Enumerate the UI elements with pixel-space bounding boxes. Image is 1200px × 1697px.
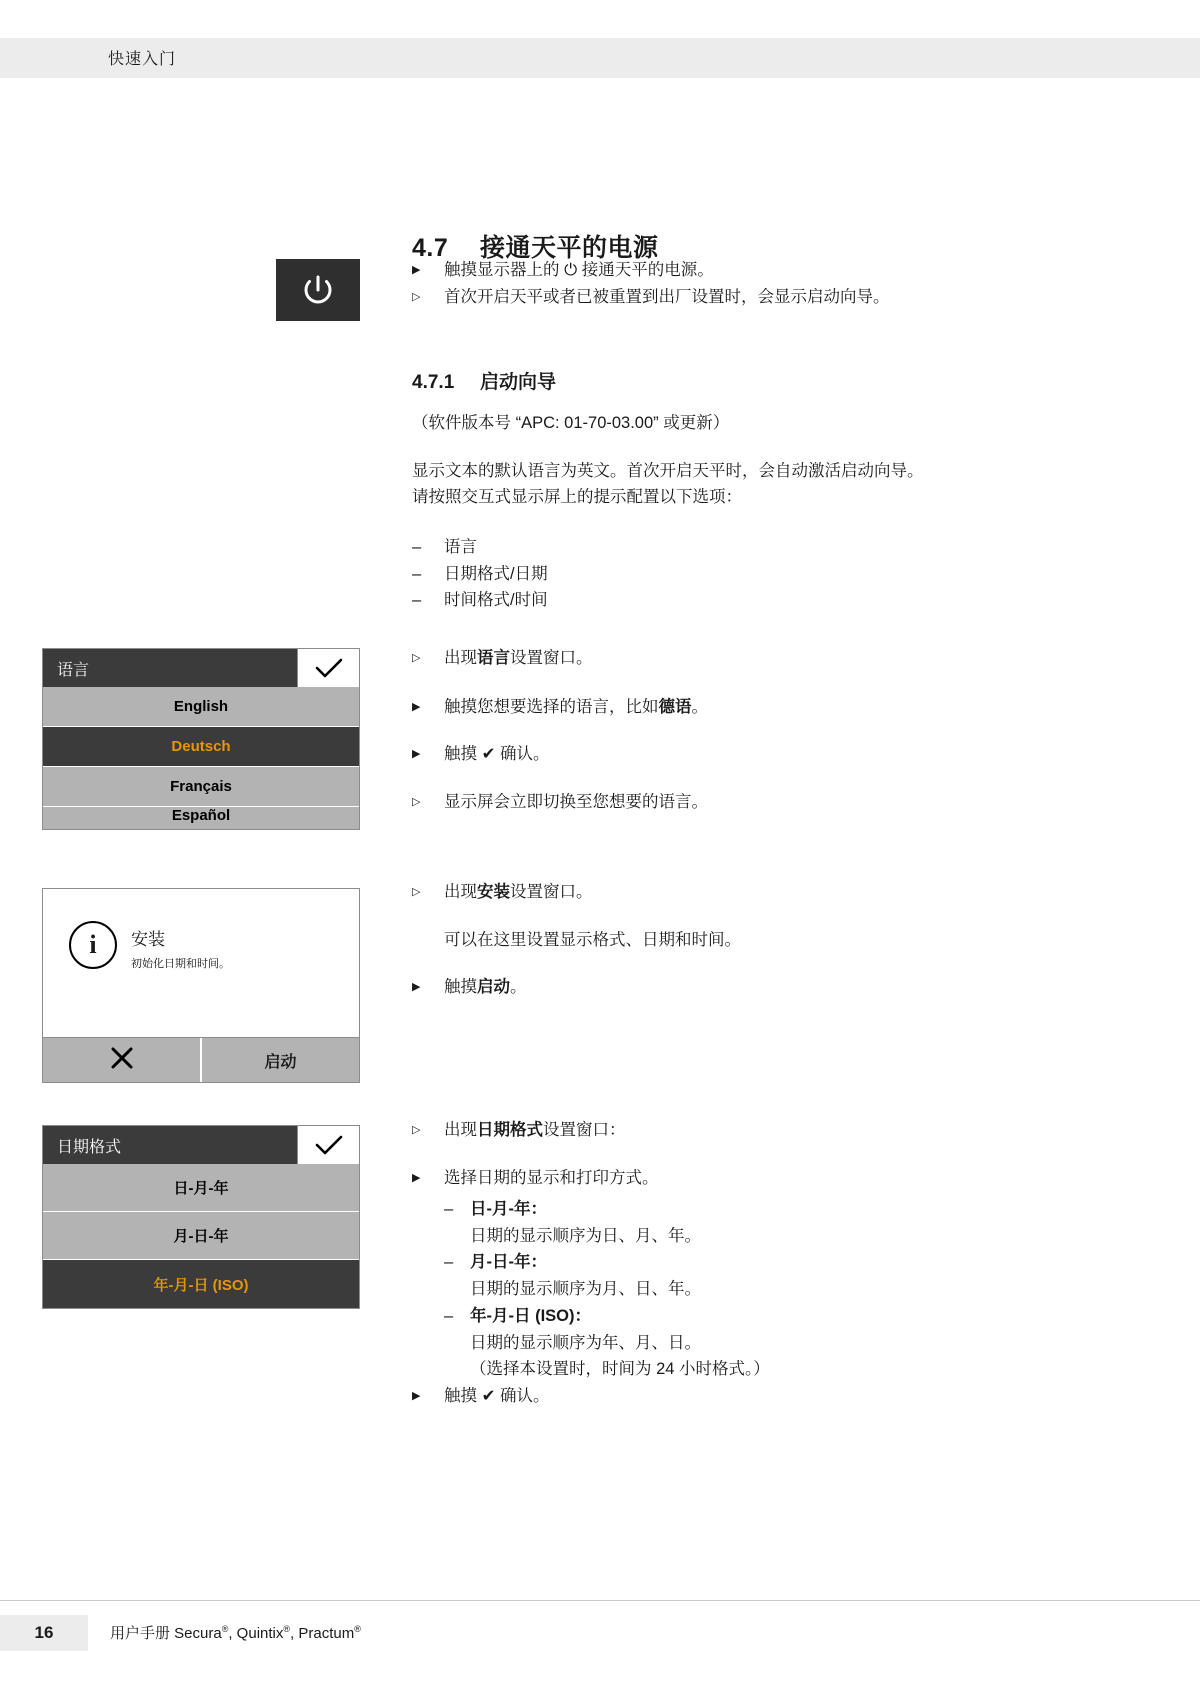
date-format-step-3 — [412, 1384, 1072, 1409]
footer-divider — [0, 1600, 1200, 1601]
bullet-marker-filled — [412, 742, 444, 764]
language-step-1-text: 出现语言设置窗口。 — [444, 649, 593, 667]
date-format-option-dmy[interactable]: 日-月-年 — [43, 1164, 359, 1212]
list-item — [444, 1303, 1084, 1383]
bullet-marker-hollow — [412, 790, 444, 812]
date-format-screen-titlebar — [43, 1126, 359, 1164]
section-bullet-2-text: 首次开启天平或者已被重置到出厂设置时，会显示启动向导。 — [444, 288, 890, 306]
date-format-option-desc: 日期的显示顺序为月、日、年。 — [470, 1280, 701, 1299]
date-format-option-label: 月-日-年： — [470, 1253, 547, 1272]
bullet-marker-hollow — [412, 285, 444, 307]
footer-sup-2: ® — [283, 1624, 291, 1634]
install-dialog-body — [43, 889, 359, 1037]
date-format-step-1 — [412, 1118, 1072, 1143]
bullet-marker-filled — [412, 258, 444, 280]
language-step-4 — [412, 790, 1072, 815]
bullet-marker-hollow — [412, 880, 444, 902]
language-step-3-text: 触摸 ✔ 确认。 — [444, 745, 550, 763]
language-screen-title: 语言 — [57, 661, 90, 679]
date-format-step-2 — [412, 1166, 1092, 1191]
version-note: （软件版本号 “APC: 01-70-03.00” 或更新） — [412, 414, 730, 432]
date-format-option-mdy[interactable]: 月-日-年 — [43, 1212, 359, 1260]
date-format-option-label: 年-月-日 (ISO)： — [470, 1306, 591, 1325]
dash-marker: – — [412, 564, 422, 583]
dash-marker: – — [412, 538, 422, 556]
option-label: 时间格式/时间 — [444, 591, 548, 610]
date-format-option-block — [470, 1249, 701, 1302]
bullet-marker-filled — [412, 695, 444, 717]
install-dialog-buttons — [43, 1037, 359, 1082]
info-icon: i — [69, 921, 117, 969]
page-number: 16 — [34, 1623, 54, 1642]
bullet-marker-filled — [412, 1384, 444, 1406]
subsection-title — [412, 367, 556, 394]
date-format-screen-title: 日期格式 — [57, 1138, 122, 1156]
date-format-option-block — [470, 1303, 770, 1383]
date-format-step-2-text: 选择日期的显示和打印方式。 — [444, 1169, 659, 1187]
subsection-title-text: 启动向导 — [480, 372, 557, 393]
check-icon[interactable] — [297, 649, 359, 687]
dash-marker: – — [412, 591, 422, 610]
bullet-marker-hollow — [412, 646, 444, 668]
option-label: 日期格式/日期 — [444, 564, 548, 583]
list-item — [444, 1196, 1084, 1249]
dash-marker: – — [444, 1306, 454, 1325]
date-format-settings-screen — [42, 1125, 360, 1309]
install-step-note — [412, 928, 1072, 953]
power-icon-box — [276, 259, 360, 321]
language-screen-titlebar — [43, 649, 359, 687]
install-step-note-text: 可以在这里设置显示格式、日期和时间。 — [444, 931, 741, 949]
list-item — [412, 561, 812, 588]
install-step-2 — [412, 975, 1072, 1000]
dash-marker: – — [444, 1200, 454, 1218]
option-label: 语言 — [444, 538, 477, 556]
section-bullet-1 — [412, 258, 1092, 283]
footer-sup-1: ® — [221, 1624, 229, 1634]
install-dialog-screen — [42, 888, 360, 1083]
bullet-marker-filled — [412, 1166, 444, 1188]
language-option-deutsch[interactable]: Deutsch — [43, 727, 359, 767]
list-item — [412, 587, 812, 614]
intro-line-2: 请按照交互式显示屏上的提示配置以下选项： — [412, 488, 742, 506]
bullet-marker-hollow — [412, 1118, 444, 1140]
list-item — [412, 534, 812, 561]
install-dialog-subtitle: 初始化日期和时间。 — [131, 958, 230, 970]
footer-manual-3: , Practum — [290, 1625, 355, 1642]
date-format-options-list — [444, 1196, 1084, 1383]
language-step-4-text: 显示屏会立即切换至您想要的语言。 — [444, 793, 708, 811]
date-format-option-label: 日-月-年： — [470, 1200, 547, 1218]
install-step-1-text: 出现安装设置窗口。 — [444, 883, 593, 901]
intro-line-1: 显示文本的默认语言为英文。首次开启天平时，会自动激活启动向导。 — [412, 462, 924, 480]
check-icon[interactable] — [297, 1126, 359, 1164]
footer-sup-3: ® — [354, 1624, 361, 1634]
section-bullet-1-text: 触摸显示器上的 ⏻ 接通天平的电源。 — [444, 261, 714, 279]
dash-marker: – — [444, 1253, 454, 1272]
language-option-espanol[interactable]: Español — [43, 807, 359, 829]
close-icon — [109, 1045, 135, 1076]
footer-text — [110, 1622, 361, 1643]
footer-manual-1: 用户手册 Secura — [110, 1625, 222, 1642]
section-number: 4.7 — [412, 234, 449, 262]
options-list — [412, 534, 812, 614]
bullet-marker-filled — [412, 975, 444, 997]
list-item — [444, 1249, 1084, 1302]
header-band — [0, 38, 1200, 78]
install-step-2-text: 触摸启动。 — [444, 978, 527, 996]
language-step-3 — [412, 742, 1072, 767]
language-option-francais[interactable]: Français — [43, 767, 359, 807]
power-icon — [276, 259, 360, 321]
section-title-text: 接通天平的电源 — [480, 234, 659, 262]
footer-manual-2: , Quintix — [228, 1625, 284, 1642]
running-head: 快速入门 — [108, 51, 177, 68]
cancel-button[interactable] — [43, 1038, 202, 1082]
date-format-option-iso[interactable]: 年-月-日 (ISO) — [43, 1260, 359, 1308]
language-step-1 — [412, 646, 1072, 671]
start-button[interactable]: 启动 — [264, 1053, 297, 1071]
date-format-option-desc: 日期的显示顺序为日、月、年。 — [470, 1226, 701, 1245]
install-step-1 — [412, 880, 1072, 905]
language-settings-screen — [42, 648, 360, 830]
language-step-2 — [412, 695, 1072, 720]
date-format-step-3-text: 触摸 ✔ 确认。 — [444, 1387, 550, 1405]
date-format-option-desc: 日期的显示顺序为年、月、日。 — [470, 1333, 701, 1352]
language-option-english[interactable]: English — [43, 687, 359, 727]
date-format-option-note: （选择本设置时，时间为 24 小时格式。） — [470, 1360, 770, 1379]
section-bullet-2 — [412, 285, 1102, 310]
subsection-number: 4.7.1 — [412, 372, 455, 393]
install-dialog-title: 安装 — [131, 930, 165, 949]
language-step-2-text: 触摸您想要选择的语言，比如德语。 — [444, 698, 708, 716]
date-format-option-block — [470, 1196, 701, 1249]
date-format-step-1-text: 出现日期格式设置窗口： — [444, 1121, 626, 1139]
